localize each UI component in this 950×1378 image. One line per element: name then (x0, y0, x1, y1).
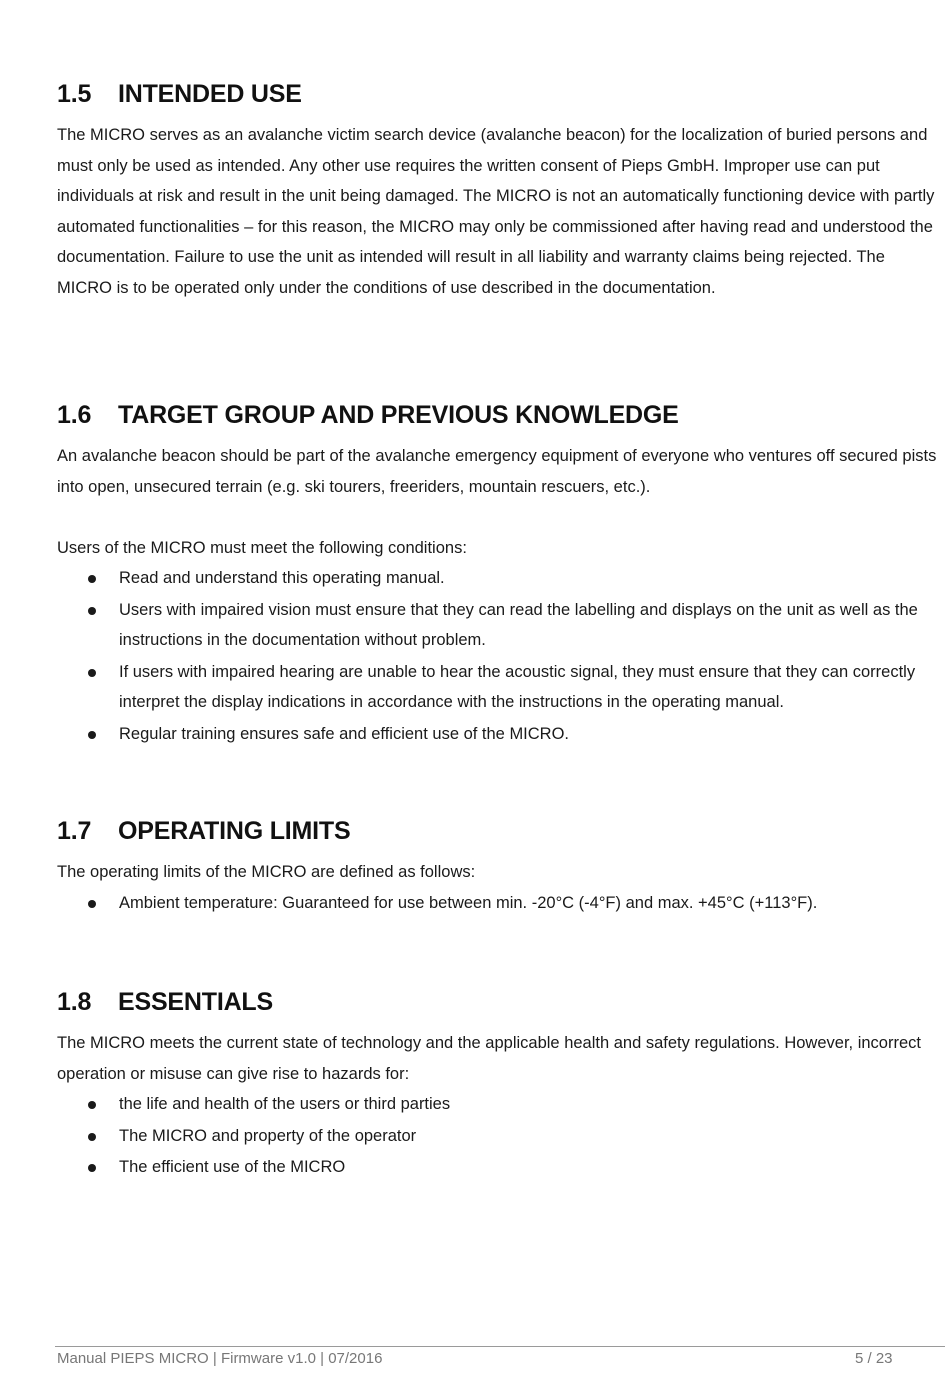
footer-page-number: 5 / 23 (855, 1350, 893, 1367)
section-heading (57, 401, 942, 430)
paragraph: Users of the MICRO must meet the following conditions: (57, 538, 467, 557)
section-number: 1.5 (57, 80, 92, 108)
bullet-icon (88, 607, 96, 615)
section-essentials (57, 988, 942, 1184)
section-title: TARGET GROUP AND PREVIOUS KNOWLEDGE (118, 401, 679, 429)
section-title: OPERATING LIMITS (118, 817, 351, 845)
list-item (57, 595, 942, 656)
bullet-icon (88, 1133, 96, 1141)
list-item (57, 657, 942, 718)
section-number: 1.7 (57, 817, 92, 845)
list-item-text: Read and understand this operating manual. (119, 569, 445, 587)
section-intended-use (57, 80, 942, 303)
paragraph: An avalanche beacon should be part of the avalanche emergency equipment of everyone who ventures off secured pists into open, unsecured terrain (e.g. ski tourers, freeriders, mountain rescuers, etc.). (57, 447, 937, 496)
footer-divider (55, 1346, 945, 1347)
paragraph: The MICRO serves as an avalanche victim search device (avalanche beacon) for the localization of buried persons and must only be used as intended. Any other use requires the written consent of Pieps GmbH. Improper use can put individuals at risk and result in the unit being damaged. The MICRO is not an automatically functioning device with partly automated functionalities – for this reason, the MICRO may only be commissioned after having read and understood the documentation. Failure to use the unit as intended will result in all liability and warranty claims being rejected. The MICRO is to be operated only under the conditions of use described in the documentation. (57, 126, 935, 297)
list-item (57, 563, 942, 594)
footer-document-info: Manual PIEPS MICRO | Firmware v1.0 | 07/2016 (57, 1350, 383, 1367)
bullet-icon (88, 1164, 96, 1172)
list-item (57, 719, 942, 750)
bullet-list (57, 888, 942, 919)
section-title: INTENDED USE (118, 80, 302, 108)
bullet-icon (88, 669, 96, 677)
list-item-text: Regular training ensures safe and efficient use of the MICRO. (119, 724, 570, 743)
bullet-list (57, 1089, 942, 1183)
paragraph: The MICRO meets the current state of technology and the applicable health and safety regulations. However, incorrect operation or misuse can give rise to hazards for: (57, 1034, 921, 1083)
section-heading (57, 817, 942, 846)
section-number: 1.6 (57, 401, 92, 429)
list-item-text: The efficient use of the MICRO (119, 1158, 346, 1176)
list-item-text: the life and health of the users or third parties (119, 1095, 451, 1113)
section-number: 1.8 (57, 988, 92, 1016)
paragraph: The operating limits of the MICRO are defined as follows: (57, 863, 476, 881)
section-operating-limits (57, 817, 942, 919)
bullet-icon (88, 900, 96, 908)
list-item (57, 888, 942, 919)
section-heading (57, 80, 942, 109)
section-target-group (57, 401, 942, 750)
bullet-icon (88, 575, 96, 583)
list-item-text: The MICRO and property of the operator (119, 1126, 417, 1145)
list-item-text: If users with impaired hearing are unable to hear the acoustic signal, they must ensure that they can correctly interpret the display indications in accordance with the instructions in the operating manual. (119, 662, 916, 711)
list-item (57, 1152, 942, 1183)
section-heading (57, 988, 942, 1017)
bullet-icon (88, 1101, 96, 1109)
bullet-icon (88, 731, 96, 739)
list-item (57, 1121, 942, 1152)
section-title: ESSENTIALS (118, 988, 273, 1016)
list-item-text: Ambient temperature: Guaranteed for use between min. -20°C (-4°F) and max. +45°C (+113°F). (119, 893, 818, 912)
list-item (57, 1089, 942, 1120)
list-item-text: Users with impaired vision must ensure that they can read the labelling and displays on the unit as well as the instructions in the documentation without problem. (119, 600, 918, 649)
bullet-list (57, 563, 942, 749)
